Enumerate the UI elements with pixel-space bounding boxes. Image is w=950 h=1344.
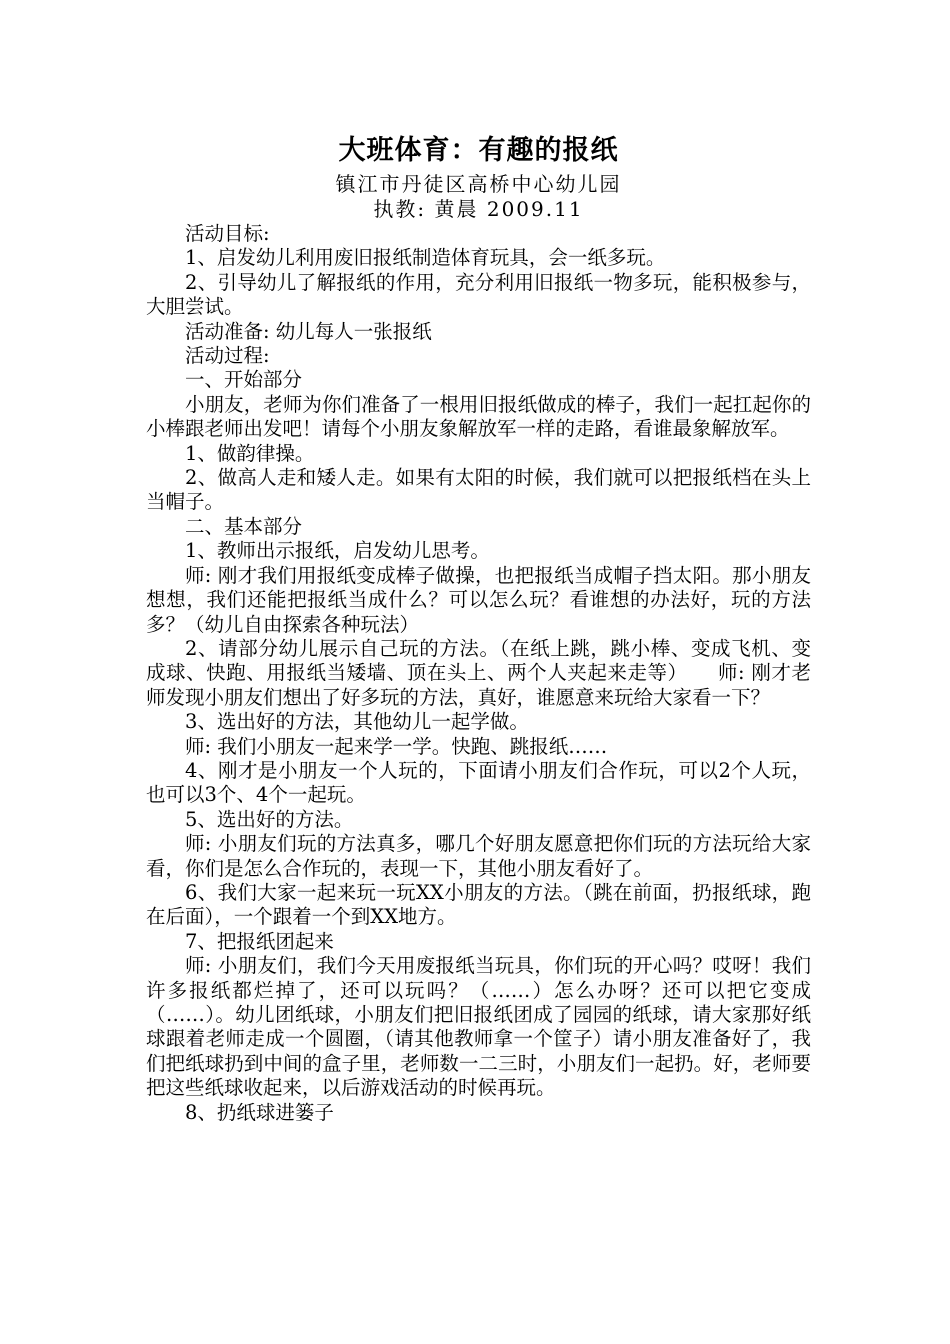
paragraph: 2、做高人走和矮人走。如果有太阳的时候，我们就可以把报纸档在头上当帽子。 [146, 466, 811, 514]
paragraph: 师: 刚才我们用报纸变成棒子做操，也把报纸当成帽子挡太阳。那小朋友想想，我们还能把报纸当成什么？可以怎么玩？看谁想的办法好，玩的方法多？（幼儿自由探索各种玩法） [146, 563, 811, 636]
part-heading: 二、基本部分 [185, 514, 303, 538]
document-title: 大班体育：有趣的报纸 [338, 135, 619, 166]
goal-item: 1、启发幼儿利用废旧报纸制造体育玩具，会一纸多玩。 [185, 246, 666, 270]
paragraph: 8、扔纸球进篓子 [185, 1100, 334, 1124]
section-heading-goals: 活动目标: [185, 222, 270, 245]
paragraph: 4、刚才是小朋友一个人玩的，下面请小朋友们合作玩，可以2个人玩，也可以3个、4个一起玩。 [146, 758, 811, 807]
paragraph: 2、请部分幼儿展示自己玩的方法。（在纸上跳，跳小棒、变成飞机、变成球、快跑、用报纸当矮墙、顶在头上、两个人夹起来走等） 师: 刚才老师发现小朋友们想出了好多玩的方法，真好，谁愿意来玩给大家看一下？ [146, 636, 811, 709]
section-heading-preparation: 活动准备: 幼儿每人一张报纸 [185, 319, 432, 343]
paragraph: 1、做韵律操。 [185, 441, 315, 465]
paragraph: 5、选出好的方法。 [185, 807, 354, 831]
paragraph: 3、选出好的方法，其他幼儿一起学做。 [185, 710, 529, 734]
teacher-line: 执教: 黄晨 2009.11 [373, 197, 584, 221]
section-heading-process: 活动过程: [185, 344, 270, 368]
part-heading: 一、开始部分 [185, 368, 303, 392]
paragraph: 师: 小朋友们，我们今天用废报纸当玩具，你们玩的开心吗？哎呀！我们许多报纸都烂掉了，还可以玩吗？（……）怎么办呀？还可以把它变成（……）。幼儿团纸球，小朋友们把旧报纸团成了园园的纸球，请大家那好纸球跟着老师走成一个圆圈，（请其他教师拿一个筐子）请小朋友准备好了，我们把纸球扔到中间的盒子里，老师数一二三时，小朋友们一起扔。好，老师要把这些纸球收起来，以后游戏活动的时候再玩。 [146, 954, 811, 1100]
paragraph: 师: 我们小朋友一起来学一学。快跑、跳报纸…… [185, 734, 608, 758]
document-body [146, 222, 811, 1125]
paragraph: 1、教师出示报纸，启发幼儿思考。 [185, 539, 490, 563]
goal-item: 2、引导幼儿了解报纸的作用，充分利用旧报纸一物多玩，能积极参与，大胆尝试。 [146, 270, 811, 319]
school-name: 镇江市丹徒区高桥中心幼儿园 [335, 172, 622, 196]
document-page [146, 130, 811, 1125]
paragraph: 7、把报纸团起来 [185, 929, 334, 953]
paragraph: 6、我们大家一起来玩一玩XX小朋友的方法。（跳在前面，扔报纸球，跑在后面），一个跟着一个到XX地方。 [146, 880, 811, 929]
paragraph: 小朋友，老师为你们准备了一根用旧报纸做成的棒子，我们一起扛起你的小棒跟老师出发吧！请每个小朋友象解放军一样的走路，看谁最象解放军。 [146, 392, 811, 441]
paragraph: 师: 小朋友们玩的方法真多，哪几个好朋友愿意把你们玩的方法玩给大家看，你们是怎么合作玩的，表现一下，其他小朋友看好了。 [146, 832, 811, 880]
